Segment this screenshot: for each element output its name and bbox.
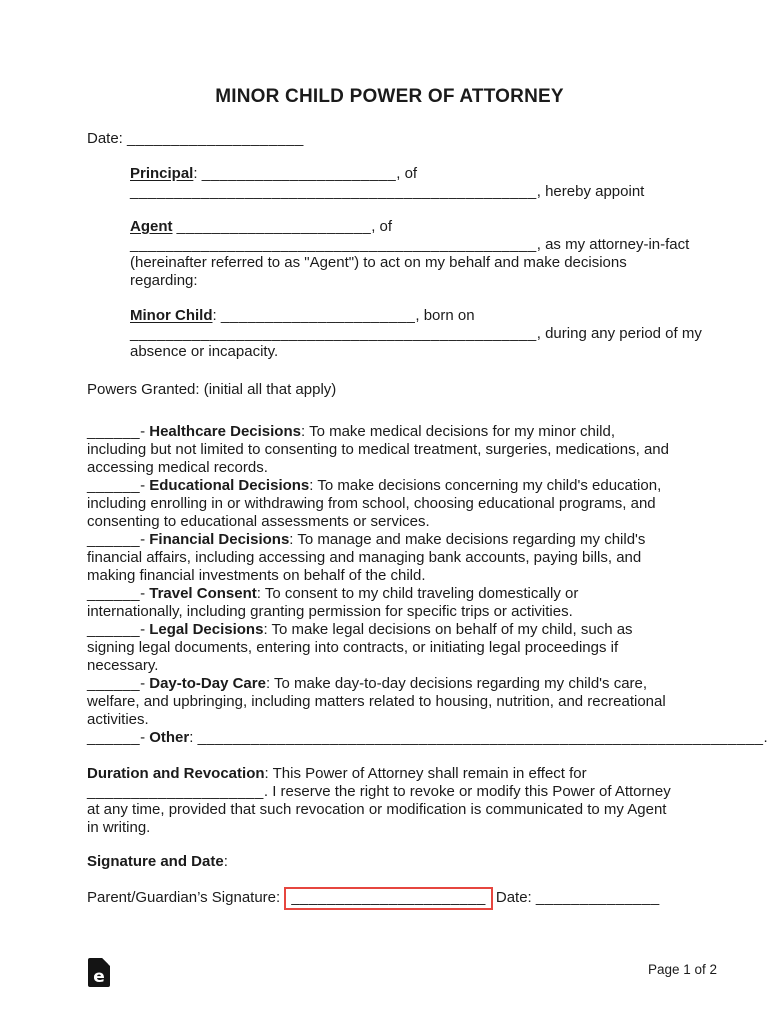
other-name: Other: [149, 729, 190, 746]
legal-desc-line1: To make legal decisions on behalf of my child, such as: [271, 621, 633, 638]
power-item-travel: [87, 585, 692, 621]
financial-initials-field[interactable]: ______: [87, 531, 141, 548]
educational-desc-line2: including enrolling in or withdrawing from school, choosing educational programs, and: [87, 495, 656, 512]
date-line: [87, 130, 692, 148]
date-label: Date:: [87, 130, 128, 147]
document-title: MINOR CHILD POWER OF ATTORNEY: [215, 86, 564, 107]
daytoday-name: Day-to-Day Care: [149, 675, 266, 692]
agent-address-field[interactable]: ______________________________________________: [130, 236, 537, 253]
other-initials-field[interactable]: ______: [87, 729, 141, 746]
legal-desc-line3: necessary.: [87, 657, 159, 674]
sep: :: [263, 621, 272, 638]
sep: :: [265, 675, 275, 692]
sep: :: [309, 477, 318, 494]
agent-attorney-text: , as my attorney-in-fact: [536, 236, 690, 253]
signature-label: Parent/Guardian’s Signature:: [87, 889, 285, 906]
healthcare-desc-line3: accessing medical records.: [87, 459, 268, 476]
principal-paragraph: [130, 165, 692, 201]
educational-initials-field[interactable]: ______: [87, 477, 141, 494]
principal-sep: :: [193, 165, 202, 182]
eforms-logo: [88, 958, 110, 987]
travel-desc-line2: internationally, including granting permission for specific trips or activities.: [87, 603, 573, 620]
travel-name: Travel Consent: [149, 585, 257, 602]
sep: :: [264, 765, 273, 782]
healthcare-initials-field[interactable]: ______: [87, 423, 141, 440]
powers-granted-heading: Powers Granted: (initial all that apply): [87, 381, 337, 398]
duration-label: Duration and Revocation: [87, 765, 265, 782]
principal-label: Principal: [130, 165, 194, 182]
page-indicator: Page 1 of 2: [647, 962, 717, 977]
daytoday-desc-line1: To make day-to-day decisions regarding my child's care,: [274, 675, 648, 692]
educational-name: Educational Decisions: [149, 477, 310, 494]
financial-desc-line2: financial affairs, including accessing and managing bank accounts, paying bills, and: [87, 549, 642, 566]
signature-date-label: Date:: [495, 889, 536, 906]
dash: -: [140, 423, 150, 440]
logo-page-fold-icon: [102, 958, 108, 964]
principal-appoint-text: , hereby appoint: [536, 183, 645, 200]
duration-paragraph: [87, 765, 692, 837]
signature-blank[interactable]: ______________________: [291, 889, 486, 906]
signature-date-field[interactable]: ______________: [535, 889, 660, 906]
agent-paragraph: [130, 218, 692, 290]
agent-of-text: , of: [371, 218, 393, 235]
minor-child-born-text: , born on: [415, 307, 475, 324]
principal-address-field[interactable]: ______________________________________________: [130, 183, 537, 200]
financial-desc-line1: To manage and make decisions regarding my child's: [297, 531, 646, 548]
minor-child-paragraph: [130, 307, 702, 361]
dash: -: [140, 675, 150, 692]
daytoday-desc-line2: welfare, and upbringing, including matters related to housing, nutrition, and recreational: [87, 693, 666, 710]
duration-line2-text: . I reserve the right to revoke or modify this Power of Attorney: [263, 783, 671, 800]
sep: :: [300, 423, 310, 440]
power-item-educational: [87, 477, 692, 531]
minor-child-name-field[interactable]: ______________________: [220, 307, 416, 324]
power-item-daytoday: [87, 675, 692, 729]
healthcare-desc-line2: including but not limited to consenting to medical treatment, surgeries, medications, and: [87, 441, 669, 458]
agent-hereinafter-text: (hereinafter referred to as "Agent") to act on my behalf and make decisions: [130, 254, 627, 271]
legal-desc-line2: signing legal documents, entering into contracts, or initiating legal proceedings if: [87, 639, 619, 656]
minor-child-sep: :: [212, 307, 221, 324]
agent-name-field[interactable]: ______________________: [176, 218, 372, 235]
power-item-financial: [87, 531, 692, 585]
duration-line4-text: in writing.: [87, 819, 151, 836]
sep: :: [289, 531, 298, 548]
powers-list: [87, 423, 769, 747]
legal-name: Legal Decisions: [149, 621, 264, 638]
sep: :: [256, 585, 265, 602]
financial-name: Financial Decisions: [149, 531, 290, 548]
financial-desc-line3: making financial investments on behalf of the child.: [87, 567, 426, 584]
dash: -: [140, 585, 150, 602]
signature-heading-text: Signature and Date: [87, 853, 224, 870]
educational-desc-line3: consenting to educational assessments or services.: [87, 513, 430, 530]
date-blank-field[interactable]: ____________________: [127, 130, 304, 147]
signature-field-highlight[interactable]: [284, 887, 493, 910]
travel-initials-field[interactable]: ______: [87, 585, 141, 602]
power-item-legal: [87, 621, 692, 675]
healthcare-desc-line1: To make medical decisions for my minor child,: [309, 423, 616, 440]
minor-child-birthdate-field[interactable]: ______________________________________________: [130, 325, 537, 342]
agent-label: Agent: [130, 218, 173, 235]
power-item-healthcare: [87, 423, 692, 477]
minor-child-absence-text: absence or incapacity.: [130, 343, 279, 360]
educational-desc-line1: To make decisions concerning my child's education,: [317, 477, 662, 494]
minor-child-label: Minor Child: [130, 307, 213, 324]
duration-term-field[interactable]: ____________________: [87, 783, 264, 800]
dash: -: [140, 477, 150, 494]
daytoday-desc-line3: activities.: [87, 711, 149, 728]
daytoday-initials-field[interactable]: ______: [87, 675, 141, 692]
sep: :: [223, 853, 228, 870]
agent-regarding-text: regarding:: [130, 272, 198, 289]
duration-line3-text: at any time, provided that such revocation or modification is communicated to my Agent: [87, 801, 667, 818]
healthcare-name: Healthcare Decisions: [149, 423, 301, 440]
dash: -: [140, 621, 150, 638]
signature-heading: [87, 853, 692, 871]
dash: -: [140, 531, 150, 548]
duration-line1-text: This Power of Attorney shall remain in effect for: [272, 765, 587, 782]
sep: :: [189, 729, 198, 746]
other-description-field[interactable]: ________________________________________________________________.: [197, 729, 769, 746]
minor-child-period-text: , during any period of my: [536, 325, 702, 342]
principal-of-text: , of: [396, 165, 418, 182]
principal-name-field[interactable]: ______________________: [201, 165, 397, 182]
power-item-other: [87, 729, 769, 747]
dash: -: [140, 729, 150, 746]
legal-initials-field[interactable]: ______: [87, 621, 141, 638]
logo-letter: e: [93, 967, 105, 987]
travel-desc-line1: To consent to my child traveling domestically or: [264, 585, 579, 602]
signature-line: [87, 887, 692, 910]
